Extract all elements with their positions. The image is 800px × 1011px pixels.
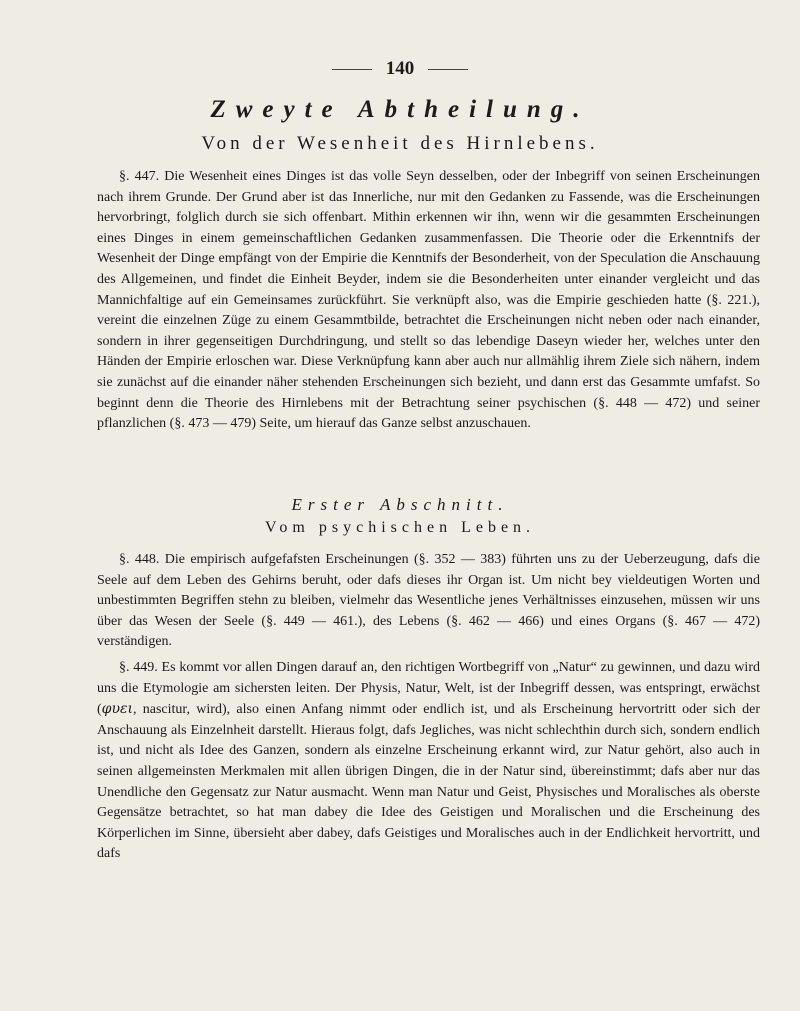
part-title: Zweyte Abtheilung. bbox=[210, 96, 590, 123]
page-header bbox=[0, 58, 800, 80]
paragraph-448 bbox=[97, 550, 760, 653]
part-subtitle: Von der Wesenheit des Hirnlebens. bbox=[201, 133, 599, 154]
page-number: 140 bbox=[385, 58, 415, 79]
header-rule-right bbox=[428, 69, 468, 70]
paragraph-447-text: §. 447. Die Wesenheit eines Dinges ist das volle Seyn desselben, oder der Inbegriff von seinen Erscheinungen nach ihrem Grunde. Der Grund aber ist das Innerliche, nur mit den Gedanken zu Fassende, was die Erscheinungen hervorbringt, folglich durch sie sich offenbart. Mithin erkennen wir ihn, wenn wir die gesammten Erscheinungen eines Dinges in einem gemeinschaftlichen Gedanken zusammenfassen. Die Theorie oder die Erkenntnifs der Wesenheit der Dinge empfängt von der Empirie die Kenntnifs der Besonderheit, von der Speculation die Anschauung des Allgemeinen, und findet die Einheit Beyder, indem sie die Besonderheiten unter einander vergleicht und das Mannichfaltige auf ein Gemeinsames zurückführt. Sie verknüpft also, was die Empirie geschieden hatte (§. 221.), vereint die einzelnen Züge zu einem Gesammtbilde, betrachtet die Erscheinungen nicht neben oder nach einander, sondern in ihrer gegenseitigen Durchdringung, und stellt so das lebendige Daseyn wieder her, welches unter den Händen der Empirie erloschen war. Diese Verknüpfung kann aber auch nur allmählig ihrem Ziele sich nähern, indem sie zunächst auf die einander näher stehenden Erscheinungen sich bezieht, und dann erst das Gesammte umfafst. So beginnt denn die Theorie des Hirnlebens mit der Betrachtung seiner psychischen (§. 448 — 472) und seiner pflanzlichen (§. 473 — 479) Seite, um hierauf das Ganze selbst anzuschauen. bbox=[97, 169, 760, 432]
paragraph-448-text: §. 448. Die empirisch aufgefafsten Erscheinungen (§. 352 — 383) führten uns zu der Ueberzeugung, dafs die Seele auf dem Leben des Gehirns beruht, oder dafs dieses ihr Organ ist. Um nicht bey vieldeutigen Worten und unbestimmten Begriffen stehn zu bleiben, vielmehr das Wesentliche jenes Verhältnisses einzusehen, müssen wir uns über das Wesen der Seele (§. 449 — 461.), des Lebens (§. 462 — 466) und eines Organs (§. 467 — 472) verständigen. bbox=[97, 552, 760, 650]
paragraph-449-part-a: §. 449. Es kommt vor allen Dingen darauf an, den richtigen Wortbegriff von „Natur“ zu gewinnen, und dazu wird uns die Etymologie am sichersten leiten. Der Physis, Natur, Welt, ist der Inbegriff dessen, was entspringt, erwächst ( bbox=[97, 660, 760, 718]
paragraph-449 bbox=[97, 658, 760, 865]
paragraph-447 bbox=[97, 167, 760, 435]
greek-word: φυει bbox=[101, 701, 133, 718]
paragraph-449-part-b: , nascitur, wird), also einen Anfang nimmt oder endlich ist, und als Erscheinung hervortritt oder sich der Anschauung als Einzelnheit darstellt. Hieraus folgt, dafs Jegliches, was nicht schlechthin durch sich, sondern endlich ist, und nicht als Idee des Ganzen, sondern als einzelne Erscheinung erkannt wird, zur Natur gehört, also auch in seinen allgemeinsten Merkmalen mit allen übrigen Dingen, die in der Natur sind, übereinstimmt; dafs aber nur das Unendliche den Gegensatz zur Natur ausmacht. Wenn man Natur und Geist, Physisches und Moralisches als oberste Gegensätze betrachtet, so hat man dabey die Idee des Geistigen und Moralischen und die Erscheinung des Körperlichen im Sinne, übersieht aber dabey, dafs Geistiges und Moralisches auch in der Endlichkeit hervortritt, und dafs bbox=[97, 702, 760, 862]
paragraph-449-text bbox=[97, 658, 760, 865]
section-title: Erster Abschnitt. bbox=[291, 495, 509, 514]
header-rule-left bbox=[332, 69, 372, 70]
section-subtitle: Vom psychischen Leben. bbox=[264, 519, 536, 536]
